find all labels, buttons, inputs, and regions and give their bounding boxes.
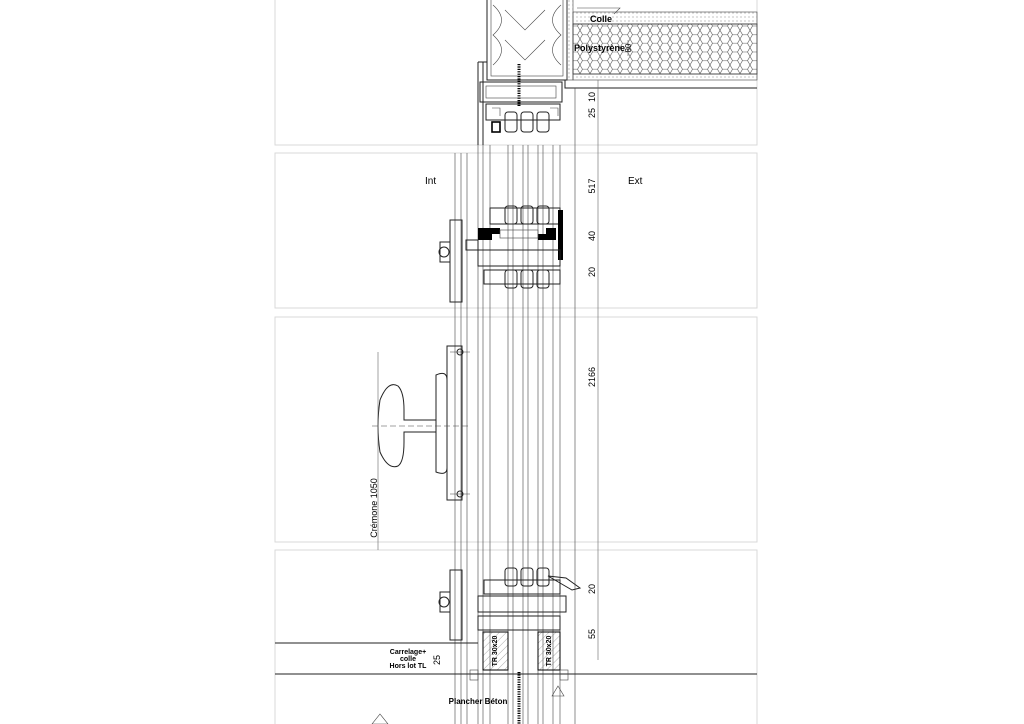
label-carrelage-2: colle <box>400 656 416 663</box>
dim-517: 517 <box>587 178 597 194</box>
label-cremone: Crémone 1050 <box>369 478 379 538</box>
insulation-thickness: 80 <box>624 43 633 53</box>
panel-transom <box>275 153 757 308</box>
dim-55: 55 <box>587 628 597 640</box>
dim-20-bot: 20 <box>587 583 597 595</box>
label-colle: Colle <box>590 14 613 24</box>
label-polystyrene: Polystyrène <box>574 43 626 53</box>
label-tr-right: TR 30x20 <box>546 635 553 667</box>
label-carrelage-1: Carrelage+ <box>389 649 427 656</box>
dim-40: 40 <box>587 230 597 242</box>
panel-handle <box>275 317 757 542</box>
label-plancher: Plancher Béton <box>448 697 508 706</box>
label-int: Int <box>425 176 437 187</box>
vertical-lines <box>455 80 598 724</box>
label-carrelage-3: Hors lot TL <box>389 663 427 670</box>
label-ext: Ext <box>628 176 643 187</box>
dim-2166: 2166 <box>587 366 597 388</box>
panel-sill <box>275 550 757 724</box>
transom-profile <box>439 206 563 302</box>
head-frame <box>478 62 562 145</box>
window-handle <box>378 385 436 467</box>
dim-25-floor: 25 <box>432 654 442 666</box>
dim-10: 10 <box>587 91 597 103</box>
labels <box>369 14 643 706</box>
sill-profile <box>275 568 757 724</box>
dim-20-mid: 20 <box>587 266 597 278</box>
label-tr-left: TR 30x20 <box>492 635 499 667</box>
dim-25-top: 25 <box>587 107 597 119</box>
